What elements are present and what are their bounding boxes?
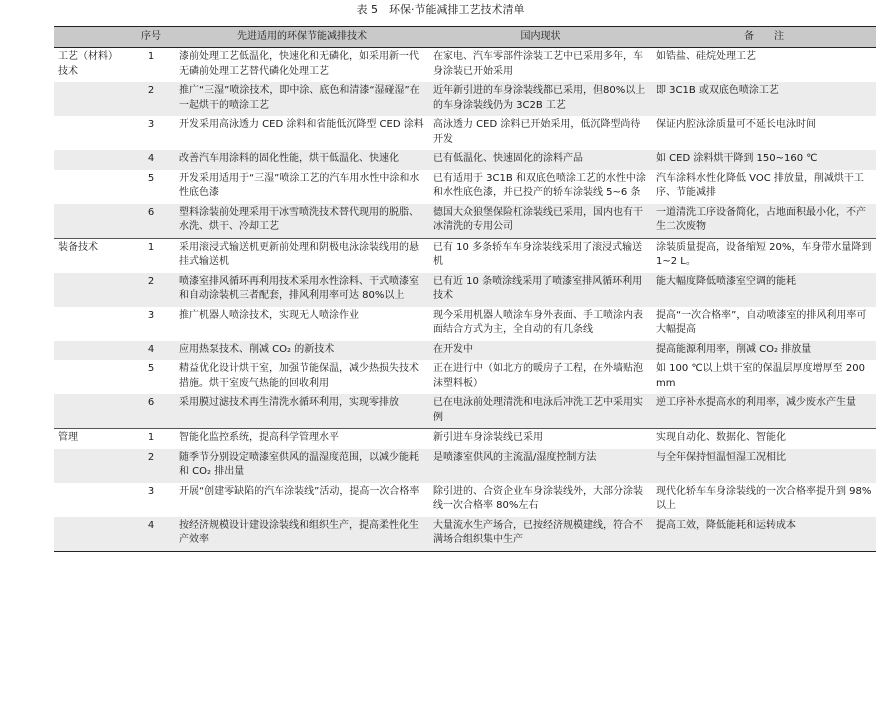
category-cell: 管理 [54, 429, 127, 449]
status-cell: 已有低温化、快速固化的涂料产品 [433, 153, 583, 164]
header-remarks: 备 注 [652, 27, 876, 48]
category-cell [54, 517, 127, 552]
table-row [54, 517, 876, 552]
row-number: 1 [127, 238, 175, 273]
category-cell [54, 449, 127, 483]
status-cell: 新引进车身涂装线已采用 [429, 429, 652, 449]
category-cell [54, 341, 127, 361]
row-number: 4 [147, 153, 155, 164]
category-cell [54, 273, 127, 307]
table-row [54, 116, 876, 150]
header-category [54, 27, 127, 48]
remark-cell: 实现自动化、数据化、智能化 [652, 429, 876, 449]
table-row [54, 273, 876, 307]
status-cell: 已有 10 多条轿车车身涂装线采用了滚浸式输送机 [429, 238, 652, 273]
remark-cell: 现代化轿车车身涂装线的一次合格率提升到 98%以上 [656, 485, 872, 511]
category-cell [54, 204, 127, 239]
remark-cell: 涂装质量提高，设备缩短 20%，车身带水量降到 1~2 L。 [652, 238, 876, 273]
category-cell [54, 483, 127, 517]
remark-cell: 如 100 ℃以上烘干室的保温层厚度增厚至 200 mm [656, 363, 865, 389]
category-cell: 装备技术 [54, 238, 127, 273]
category-cell [54, 394, 127, 429]
status-cell: 近年新引进的车身涂装线都已采用，但80%以上的车身涂装线仍为 3C2B 工艺 [433, 85, 646, 111]
technique-cell: 智能化监控系统，提高科学管理水平 [175, 429, 429, 449]
technique-cell: 采用膜过滤技术再生清洗水循环利用，实现零排放 [179, 397, 399, 408]
remark-cell: 能大幅度降低喷漆室空调的能耗 [656, 275, 796, 287]
remark-cell: 保证内腔泳涂质量可不延长电泳时间 [656, 119, 816, 130]
category-cell [54, 82, 127, 116]
category-cell [54, 116, 127, 150]
remark-cell: 即 3C1B 或双底色喷涂工艺 [656, 85, 779, 96]
table-row [54, 170, 876, 204]
remark-cell: 一道清洗工序设备简化，占地面积最小化，不产生二次废物 [656, 206, 866, 232]
row-number: 5 [147, 363, 155, 374]
remark-cell: 提高工效，降低能耗和运转成本 [652, 517, 876, 552]
row-number: 2 [147, 85, 155, 96]
status-cell: 已在电泳前处理清洗和电泳后冲洗工艺中采用实例 [433, 397, 643, 423]
status-cell: 现今采用机器人喷涂车身外表面、手工喷涂内表面结合方式为主，全自动的有几条线 [433, 309, 643, 335]
technique-cell: 塑料涂装前处理采用干冰雪喷洗技术替代现用的脱脂、水洗、烘干、冷却工艺 [179, 206, 419, 232]
table-row [54, 429, 876, 449]
table-row [54, 341, 876, 361]
category-cell [54, 150, 127, 170]
table-row [54, 204, 876, 239]
row-number: 6 [147, 206, 155, 218]
category-cell [54, 360, 127, 394]
technique-cell: 开展“创建零缺陷的汽车涂装线”活动，提高一次合格率 [179, 485, 420, 497]
category-cell [54, 307, 127, 341]
category-cell: 工艺（材料）技术 [54, 48, 127, 83]
status-cell: 已有适用于 3C1B 和双底色喷涂工艺的水性中涂和水性底色漆，并已投产的轿车涂装线 5~6 条 [433, 172, 646, 198]
remark-cell: 逆工序补水提高水的利用率，减少废水产生量 [656, 397, 856, 408]
row-number: 1 [127, 48, 175, 83]
status-cell: 正在进行中（如北方的暖房子工程，在外墙贴泡沫塑料板） [433, 363, 643, 389]
row-number: 3 [147, 309, 155, 321]
table-row [54, 394, 876, 429]
technique-cell: 按经济规模设计建设涂装线和组织生产，提高柔性化生产效率 [175, 517, 429, 552]
remark-cell: 与全年保持恒温恒湿工况相比 [656, 451, 786, 463]
technique-cell: 采用滚浸式输送机更新前处理和阴极电泳涂装线用的悬挂式输送机 [175, 238, 429, 273]
remark-cell: 提高能源利用率，削减 CO₂ 排放量 [656, 343, 812, 355]
row-number: 6 [147, 397, 155, 408]
remark-cell: 如 CED 涂料烘干降到 150~160 ℃ [656, 153, 818, 164]
category-cell [54, 170, 127, 204]
techniques-table [54, 26, 876, 552]
header-technique: 先进适用的环保节能减排技术 [175, 27, 429, 48]
technique-cell: 改善汽车用涂料的固化性能，烘干低温化、快速化 [179, 153, 399, 164]
table-row [54, 150, 876, 170]
technique-cell: 随季节分别设定喷漆室供风的温湿度范围，以减少能耗和 CO₂ 排出量 [179, 451, 419, 477]
remark-cell: 提高“一次合格率”，自动喷漆室的排风利用率可大幅提高 [656, 309, 867, 335]
remark-cell: 汽车涂料水性化降低 VOC 排放量，削减烘干工序、节能减排 [656, 172, 864, 198]
row-number: 5 [147, 172, 155, 184]
technique-cell: 精益优化设计烘干室，加强节能保温，减少热损失技术措施。烘干室废气热能的回收利用 [179, 363, 419, 389]
table-row [54, 449, 876, 483]
status-cell: 在开发中 [433, 343, 473, 355]
technique-cell: 漆前处理工艺低温化，快速化和无磷化，如采用新一代无磷前处理工艺替代磷化处理工艺 [175, 48, 429, 83]
table-caption: 表 5 环保·节能减排工艺技术清单 [356, 3, 525, 16]
status-cell: 已有近 10 条喷涂线采用了喷漆室排风循环利用技术 [433, 275, 643, 301]
table-row [54, 82, 876, 116]
header-number: 序号 [127, 27, 175, 48]
status-cell: 德国大众狼堡保险杠涂装线已采用，国内也有干冰清洗的专用公司 [433, 206, 643, 232]
table-row [54, 48, 876, 83]
row-number: 3 [147, 485, 155, 497]
row-number: 3 [147, 119, 155, 130]
table-header-row [54, 27, 876, 48]
technique-cell: 喷漆室排风循环再利用技术采用水性涂料、干式喷漆室和自动涂装机三者配套，排风利用率可达 80%以上 [179, 275, 419, 301]
header-domestic-status: 国内现状 [429, 27, 652, 48]
table-row [54, 238, 876, 273]
row-number: 2 [147, 451, 155, 463]
status-cell: 高泳透力 CED 涂料已开始采用，低沉降型尚待开发 [433, 119, 641, 145]
table-row [54, 307, 876, 341]
remark-cell: 如锆盐、硅烷处理工艺 [652, 48, 876, 83]
table-row [54, 360, 876, 394]
row-number: 4 [127, 517, 175, 552]
row-number: 4 [147, 343, 155, 355]
technique-cell: 开发采用高泳透力 CED 涂料和省能低沉降型 CED 涂料 [179, 119, 424, 130]
technique-cell: 推广机器人喷涂技术，实现无人喷涂作业 [179, 309, 359, 321]
row-number: 1 [127, 429, 175, 449]
technique-cell: 推广“三湿”喷涂技术，即中涂、底色和清漆“湿碰湿”在一起烘干的喷涂工艺 [179, 85, 420, 111]
status-cell: 大量流水生产场合，已按经济规模建线，符合不满场合组织集中生产 [429, 517, 652, 552]
status-cell: 是喷漆室供风的主流温/湿度控制方法 [433, 451, 597, 463]
status-cell: 在家电、汽车零部件涂装工艺中已采用多年，车身涂装已开始采用 [429, 48, 652, 83]
technique-cell: 应用热泵技术、削减 CO₂ 的新技术 [179, 343, 335, 355]
technique-cell: 开发采用适用于“三湿”喷涂工艺的汽车用水性中涂和水性底色漆 [179, 172, 420, 198]
status-cell: 除引进的、合资企业车身涂装线外，大部分涂装线一次合格率 80%左右 [433, 485, 643, 511]
row-number: 2 [147, 275, 155, 287]
table-row [54, 483, 876, 517]
